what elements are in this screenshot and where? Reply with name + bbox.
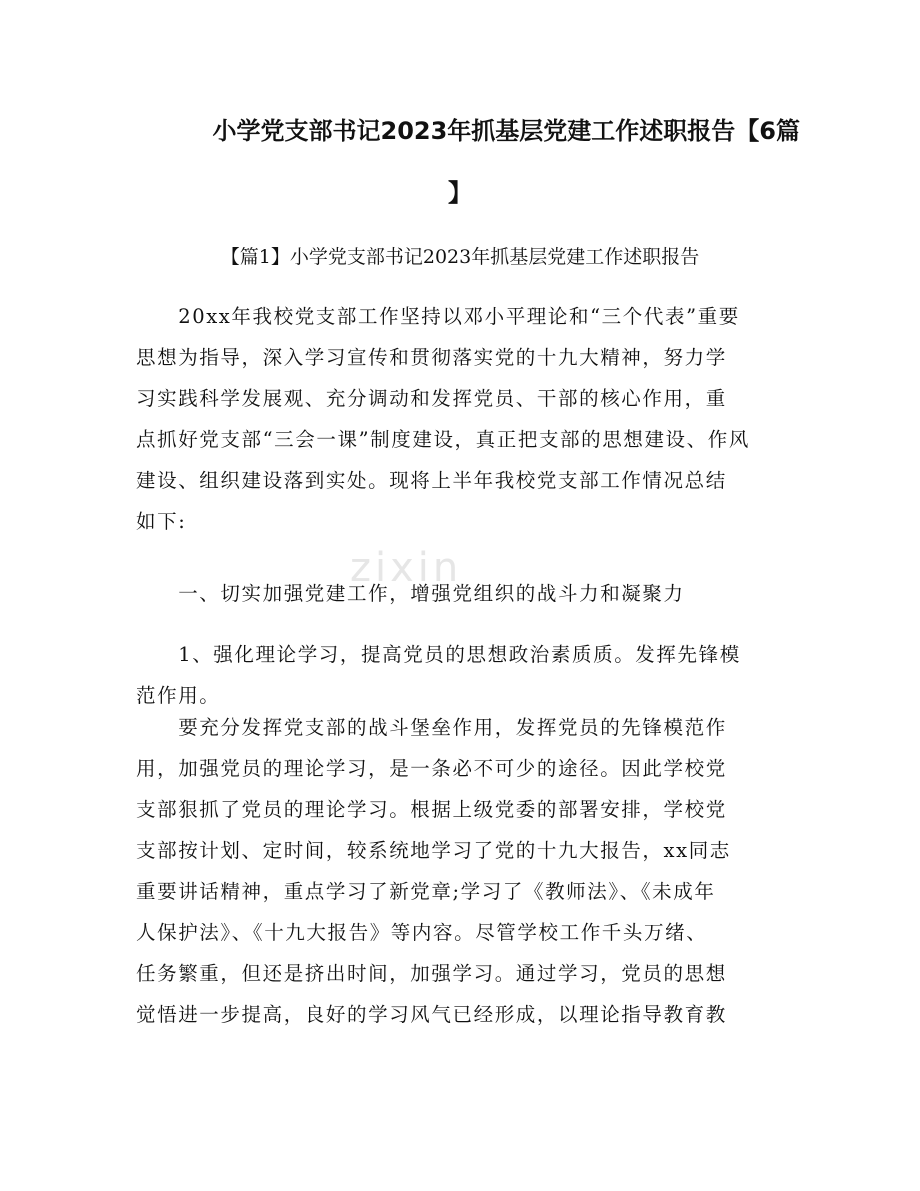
text-line: 重要讲话精神，重点学习了新党章;学习了《教师法》、《未成年 <box>136 880 716 903</box>
text-line: 支部按计划、定时间，较系统地学习了党的十九大报告，xx同志 <box>136 839 731 862</box>
paragraph-body <box>136 707 786 1035</box>
text-line: 任务繁重，但还是挤出时间，加强学习。通过学习，党员的思想 <box>136 962 727 985</box>
text-line: 点抓好党支部“三会一课”制度建设，真正把支部的思想建设、作风 <box>136 428 750 451</box>
section-heading: 【篇1】小学党支部书记2023年抓基层党建工作述职报告 <box>220 246 700 268</box>
text-line: 思想为指导，深入学习宣传和贯彻落实党的十九大精神，努力学 <box>136 346 727 369</box>
document-title-line2: 】 <box>448 179 472 207</box>
paragraph-section-heading <box>136 573 786 614</box>
text-line: 如下: <box>136 510 187 533</box>
text-line: 一、切实加强党建工作，增强党组织的战斗力和凝聚力 <box>136 582 685 605</box>
text-line: 支部狠抓了党员的理论学习。根据上级党委的部署安排，学校党 <box>136 798 727 821</box>
watermark: zixin <box>350 545 463 591</box>
text-line: 1、强化理论学习，提高党员的思想政治素质质。发挥先锋模 <box>136 643 741 666</box>
text-line: 建设、组织建设落到实处。现将上半年我校党支部工作情况总结 <box>136 469 727 492</box>
text-line: 人保护法》、《十九大报告》等内容。尽管学校工作千头万绪、 <box>136 921 708 944</box>
text-line: 要充分发挥党支部的战斗堡垒作用，发挥党员的先锋模范作 <box>136 716 727 739</box>
text-line: 20xx年我校党支部工作坚持以邓小平理论和“三个代表”重要 <box>136 305 740 328</box>
text-line: 范作用。 <box>136 684 221 707</box>
document-title-line1: 小学党支部书记2023年抓基层党建工作述职报告【6篇 <box>212 117 800 145</box>
text-line: 觉悟进一步提高，良好的学习风气已经形成，以理论指导教育教 <box>136 1003 727 1026</box>
paragraph-subheading <box>136 634 786 716</box>
text-line: 习实践科学发展观、充分调动和发挥党员、干部的核心作用，重 <box>136 387 727 410</box>
text-line: 用，加强党员的理论学习，是一条必不可少的途径。因此学校党 <box>136 757 727 780</box>
paragraph-intro <box>136 296 786 542</box>
